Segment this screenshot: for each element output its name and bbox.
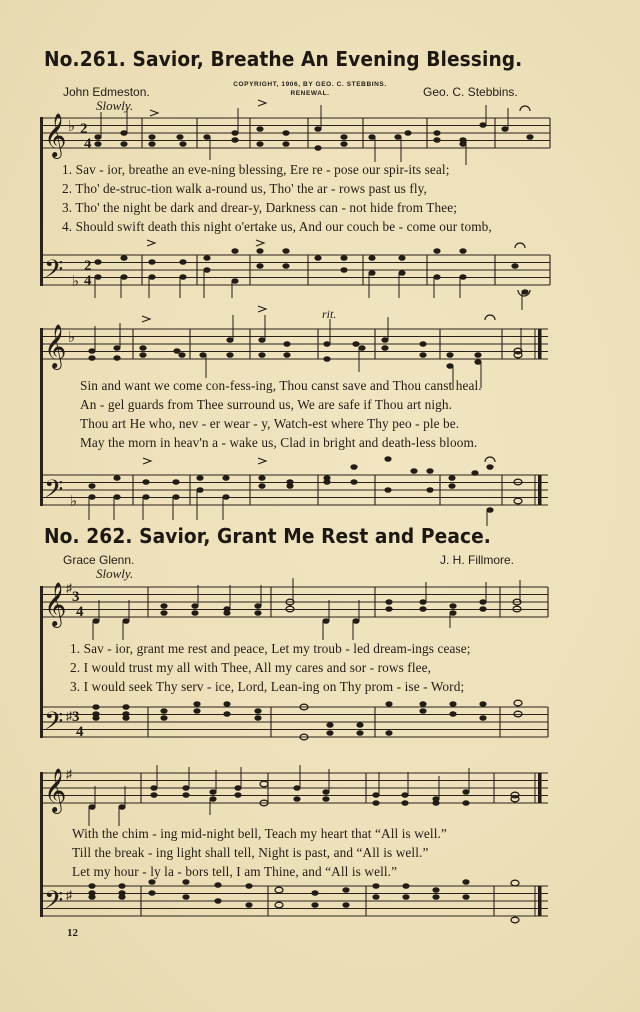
- lyricist-credit: Grace Glenn.: [63, 553, 135, 567]
- sharp-icon: ♯: [66, 581, 72, 595]
- ritardando-marking: rit.: [322, 307, 337, 321]
- verse-3-line-system-4: Let my hour - ly la - bors tell, I am Thine, and “All is well.”: [72, 864, 398, 879]
- treble-clef-icon: 𝄞: [44, 113, 67, 157]
- tempo-marking: Slowly.: [96, 566, 134, 581]
- svg-text:3: 3: [72, 589, 80, 605]
- bass-clef-icon: 𝄢: [44, 255, 64, 290]
- treble-clef-icon: 𝄞: [44, 582, 67, 626]
- svg-text:4: 4: [76, 724, 84, 740]
- verse-3-line-system-1: 3. Tho' the night be dark and drear-y, Darkness can - not hide from Thee;: [62, 200, 458, 215]
- copyright-renewal: RENEWAL.: [290, 90, 330, 97]
- verse-3-line-system-3: 3. I would seek Thy serv - ice, Lord, Lean-ing on Thy prom - ise - Word;: [70, 679, 465, 694]
- hymn-number: No.261.: [44, 47, 126, 71]
- sharp-icon: ♯: [66, 888, 72, 902]
- treble-clef-icon: 𝄞: [44, 768, 67, 812]
- verse-1-line-system-3: 1. Sav - ior, grant me rest and peace, Let my troub - led dream-ings cease;: [70, 641, 471, 656]
- system-brace: [40, 772, 43, 917]
- verse-4-line-system-2: May the morn in heav'n a - wake us, Clad in bright and death-less bloom.: [80, 435, 478, 450]
- svg-text:4: 4: [84, 273, 92, 289]
- hymn-title-text: Savior, Breathe An Evening Blessing.: [132, 47, 523, 71]
- bass-clef-icon: 𝄢: [44, 886, 64, 921]
- hymn-title-text: Savior, Grant Me Rest and Peace.: [139, 524, 491, 548]
- verse-1-line-system-4: With the chim - ing mid-night bell, Teach my heart that “All is well.”: [72, 826, 447, 841]
- lyricist-credit: John Edmeston.: [63, 85, 150, 99]
- final-barline: [538, 886, 542, 916]
- bass-clef-icon: 𝄢: [44, 707, 64, 742]
- copyright-line: COPYRIGHT, 1906, BY GEO. C. STEBBINS.: [233, 81, 387, 88]
- hymn-number: No. 262.: [44, 524, 133, 548]
- verse-1-line-system-2: Sin and want we come con-fess-ing, Thou canst save and Thou canst heal.: [80, 378, 482, 393]
- flat-icon: ♭: [68, 330, 76, 346]
- verse-2-line-system-3: 2. I would trust my all with Thee, All my cares and sor - rows flee,: [70, 660, 432, 675]
- svg-text:2: 2: [80, 121, 88, 137]
- verse-3-line-system-2: Thou art He who, nev - er wear - y, Watch-est where Thy peo - ple be.: [80, 416, 460, 431]
- verse-2-line-system-4: Till the break - ing light shall tell, Night is past, and “All is well.”: [72, 845, 429, 860]
- final-barline: [538, 773, 542, 803]
- svg-text:2: 2: [84, 258, 92, 274]
- bass-clef-icon: 𝄢: [44, 475, 64, 510]
- svg-text:3: 3: [72, 709, 80, 725]
- sharp-icon: ♯: [66, 709, 72, 723]
- composer-credit: Geo. C. Stebbins.: [423, 85, 518, 99]
- treble-clef-icon: 𝄞: [44, 324, 67, 368]
- verse-2-line-system-2: An - gel guards from Thee surround us, We are safe if Thou art nigh.: [80, 397, 453, 412]
- tempo-marking: Slowly.: [96, 98, 134, 113]
- flat-icon: ♭: [68, 119, 76, 135]
- page-number: 12: [67, 927, 78, 939]
- composer-credit: J. H. Fillmore.: [440, 553, 515, 567]
- svg-text:4: 4: [76, 604, 84, 620]
- treble-notes-system-4: [88, 785, 469, 810]
- verse-2-line-system-1: 2. Tho' de-struc-tion walk a-round us, Tho' the ar - rows past us fly,: [62, 181, 427, 196]
- verse-4-line-system-1: 4. Should swift death this night o'ertake us, And our couch be - come our tomb,: [62, 219, 492, 234]
- verse-1-line-system-1: 1. Sav - ior, breathe an eve-ning blessing, Ere re - pose our spir-its seal;: [62, 162, 450, 177]
- flat-icon: ♭: [72, 274, 80, 290]
- svg-text:4: 4: [84, 136, 92, 152]
- sharp-icon: ♯: [66, 767, 72, 781]
- flat-icon: ♭: [70, 494, 78, 510]
